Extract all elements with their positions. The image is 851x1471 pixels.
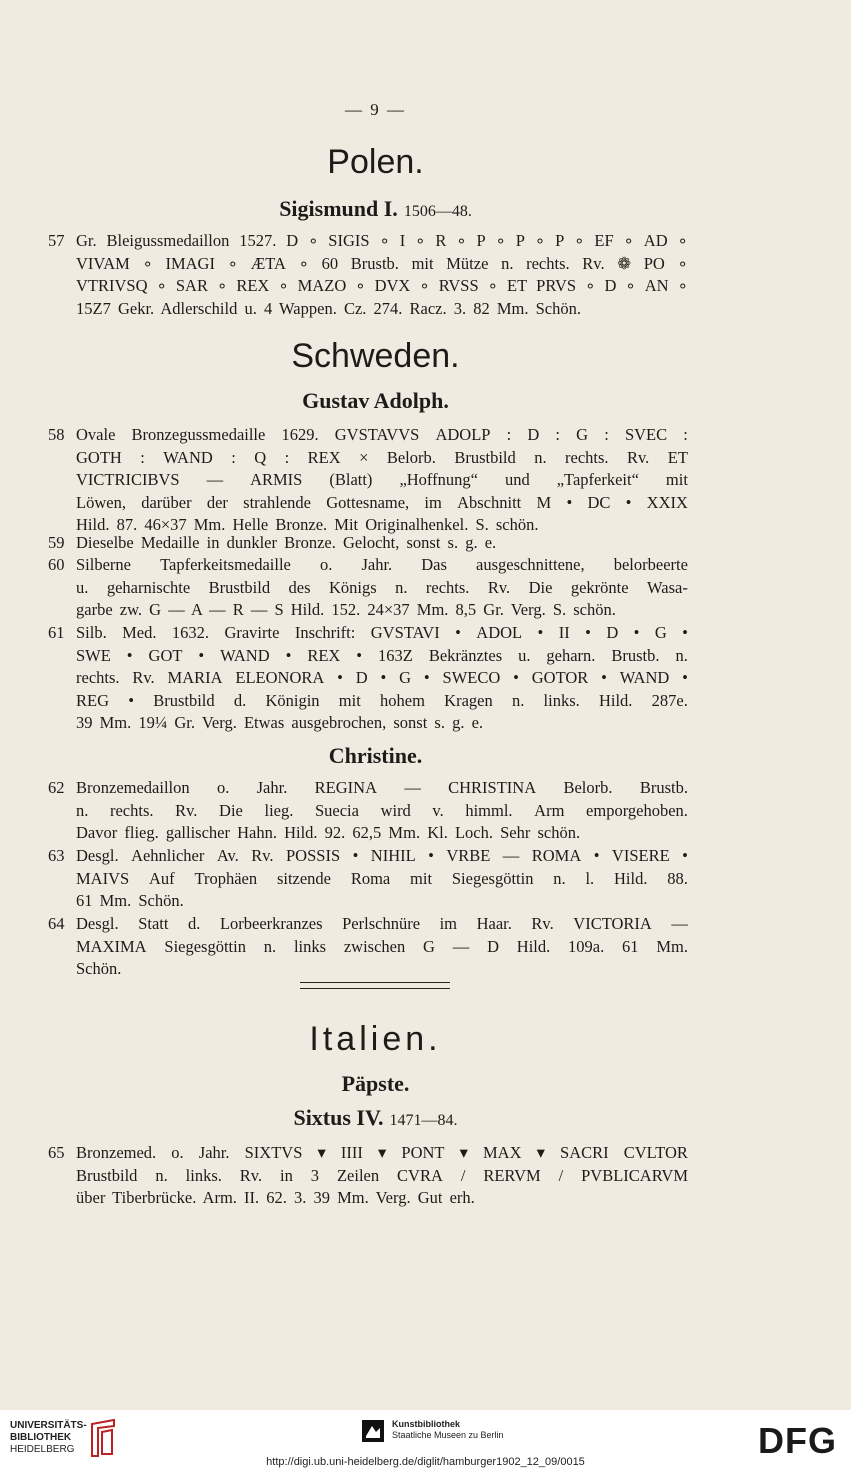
entry-line: 39 Mm. 19¼ Gr. Verg. Etwas ausgebrochen, sonst s. g. e. [76, 713, 484, 733]
section-divider [300, 982, 450, 989]
catalog-entry [48, 424, 688, 537]
entry-line: 15Z7 Gekr. Adlerschild u. 4 Wappen. Cz. 274. Racz. 3. 82 Mm. Schön. [76, 298, 582, 318]
ruler-years: 1506—48. [403, 203, 472, 220]
catalog-entry [48, 1142, 688, 1210]
source-url[interactable]: http://digi.ub.uni-heidelberg.de/diglit/hamburger1902_12_09/0015 [266, 1456, 585, 1468]
catalog-entry [48, 913, 688, 981]
entry-line: VICTRICIBVS — ARMIS (Blatt) „Hoffnung“ und „Tapferkeit“ mit [76, 470, 688, 490]
footer-bar [0, 1410, 851, 1471]
entry-line: Brustbild n. links. Rv. in 3 Zeilen CVRA / RERVM / PVBLICARVM [76, 1165, 688, 1185]
entry-number: 64 [48, 914, 65, 933]
entry-line: Silb. Med. 1632. Gravirte Inschrift: GVSTAVI • ADOL • II • D • G • [76, 623, 688, 642]
entry-line: Dieselbe Medaille in dunkler Bronze. Gelocht, sonst s. g. e. [76, 533, 497, 552]
ruler-heading-gustav-adolph: Gustav Adolph. [302, 388, 449, 413]
entry-number: 65 [48, 1143, 65, 1162]
catalog-entry [48, 532, 688, 555]
entry-number: 62 [48, 778, 65, 797]
catalog-entry [48, 554, 688, 622]
entry-line: n. rechts. Rv. Die lieg. Suecia wird v. himml. Arm emporgehoben. [76, 800, 688, 820]
entry-line: MAXIMA Siegesgöttin n. links zwischen G — D Hild. 109a. 61 Mm. [76, 936, 688, 956]
page-number: — 9 — [345, 100, 406, 119]
entry-number: 58 [48, 425, 65, 444]
entry-line: Desgl. Statt d. Lorbeerkranzes Perlschnüre im Haar. Rv. VICTORIA — [76, 914, 688, 933]
uni-line-2: BIBLIOTHEK [10, 1432, 72, 1443]
entry-line: Hild. 87. 46×37 Mm. Helle Bronze. Mit Originalhenkel. S. schön. [76, 515, 539, 535]
kb-line-1: Kunstbibliothek [392, 1419, 460, 1429]
entry-line: Schön. [76, 959, 122, 979]
entry-line: GOTH : WAND : Q : REX × Belorb. Brustbild n. rechts. Rv. ET [76, 447, 688, 467]
entry-line: Davor flieg. gallischer Hahn. Hild. 92. 62,5 Mm. Kl. Loch. Sehr schön. [76, 823, 581, 843]
entry-line: Desgl. Aehnlicher Av. Rv. POSSIS • NIHIL • VRBE — ROMA • VISERE • [76, 846, 688, 865]
entry-line: rechts. Rv. MARIA ELEONORA • D • G • SWECO • GOTOR • WAND • [76, 668, 688, 688]
entry-line: über Tiberbrücke. Arm. II. 62. 3. 39 Mm. Verg. Gut erh. [76, 1188, 475, 1208]
country-heading-schweden: Schweden. [291, 337, 460, 375]
country-heading-polen: Polen. [327, 143, 424, 181]
entry-line: Silberne Tapferkeitsmedaille o. Jahr. Das ausgeschnittene, belorbeerte [76, 555, 688, 574]
entry-line: Gr. Bleigussmedaillon 1527. D ∘ SIGIS ∘ I ∘ R ∘ P ∘ P ∘ P ∘ EF ∘ AD ∘ [76, 231, 688, 250]
catalog-entry [48, 777, 688, 845]
ruler-name: Sigismund I. [279, 196, 398, 221]
uni-heidelberg-label [10, 1420, 87, 1456]
entry-line: SWE • GOT • WAND • REX • 163Z Bekränztes u. geharn. Brustb. n. [76, 645, 688, 665]
catalog-entry [48, 622, 688, 735]
catalog-entry [48, 845, 688, 913]
entry-number: 63 [48, 846, 65, 865]
entry-number: 61 [48, 623, 65, 642]
uni-heidelberg-logo-icon [88, 1418, 118, 1458]
kb-line-2: Staatliche Museen zu Berlin [392, 1430, 504, 1440]
uni-line-1: UNIVERSITÄTS- [10, 1420, 87, 1431]
entry-line: Bronzemed. o. Jahr. SIXTVS ▾ IIII ▾ PONT ▾ MAX ▾ SACRI CVLTOR [76, 1143, 688, 1162]
entry-number: 60 [48, 555, 65, 574]
ruler-name: Sixtus IV. [293, 1105, 384, 1130]
dfg-logo: DFG [758, 1420, 837, 1461]
entry-line: REG • Brustbild d. Königin mit hohem Kragen n. links. Hild. 287e. [76, 690, 688, 710]
kunstbibliothek-label [392, 1419, 504, 1441]
entry-number: 59 [48, 533, 65, 552]
country-heading-italien: Italien. [309, 1020, 442, 1058]
subheading-paepste: Päpste. [341, 1071, 410, 1096]
entry-line: Löwen, darüber der strahlende Gottesname, im Abschnitt M • DC • XXIX [76, 492, 688, 512]
entry-line: VTRIVSQ ∘ SAR ∘ REX ∘ MAZO ∘ DVX ∘ RVSS ∘ ET PRVS ∘ D ∘ AN ∘ [76, 276, 688, 296]
entry-line: Bronzemedaillon o. Jahr. REGINA — CHRISTINA Belorb. Brustb. [76, 778, 688, 797]
kunstbibliothek-logo-icon [362, 1420, 384, 1442]
entry-line: MAIVS Auf Trophäen sitzende Roma mit Siegesgöttin n. l. Hild. 88. [76, 868, 688, 888]
ruler-heading-sigismund [0, 196, 751, 222]
uni-line-3: HEIDELBERG [10, 1444, 75, 1455]
entry-line: VIVAM ∘ IMAGI ∘ ÆTA ∘ 60 Brustb. mit Mütze n. rechts. Rv. ❁ PO ∘ [76, 253, 688, 273]
ruler-heading-christine: Christine. [328, 743, 423, 768]
catalog-entry [48, 230, 688, 320]
entry-number: 57 [48, 231, 65, 250]
entry-line: garbe zw. G — A — R — S Hild. 152. 24×37 Mm. 8,5 Gr. Verg. S. schön. [76, 600, 616, 620]
ruler-years: 1471—84. [389, 1112, 458, 1129]
entry-line: 61 Mm. Schön. [76, 891, 184, 911]
ruler-heading-sixtus [0, 1105, 751, 1131]
entry-line: u. geharnischte Brustbild des Königs n. rechts. Rv. Die gekrönte Wasa- [76, 577, 688, 597]
entry-line: Ovale Bronzegussmedaille 1629. GVSTAVVS ADOLP : D : G : SVEC : [76, 425, 688, 444]
